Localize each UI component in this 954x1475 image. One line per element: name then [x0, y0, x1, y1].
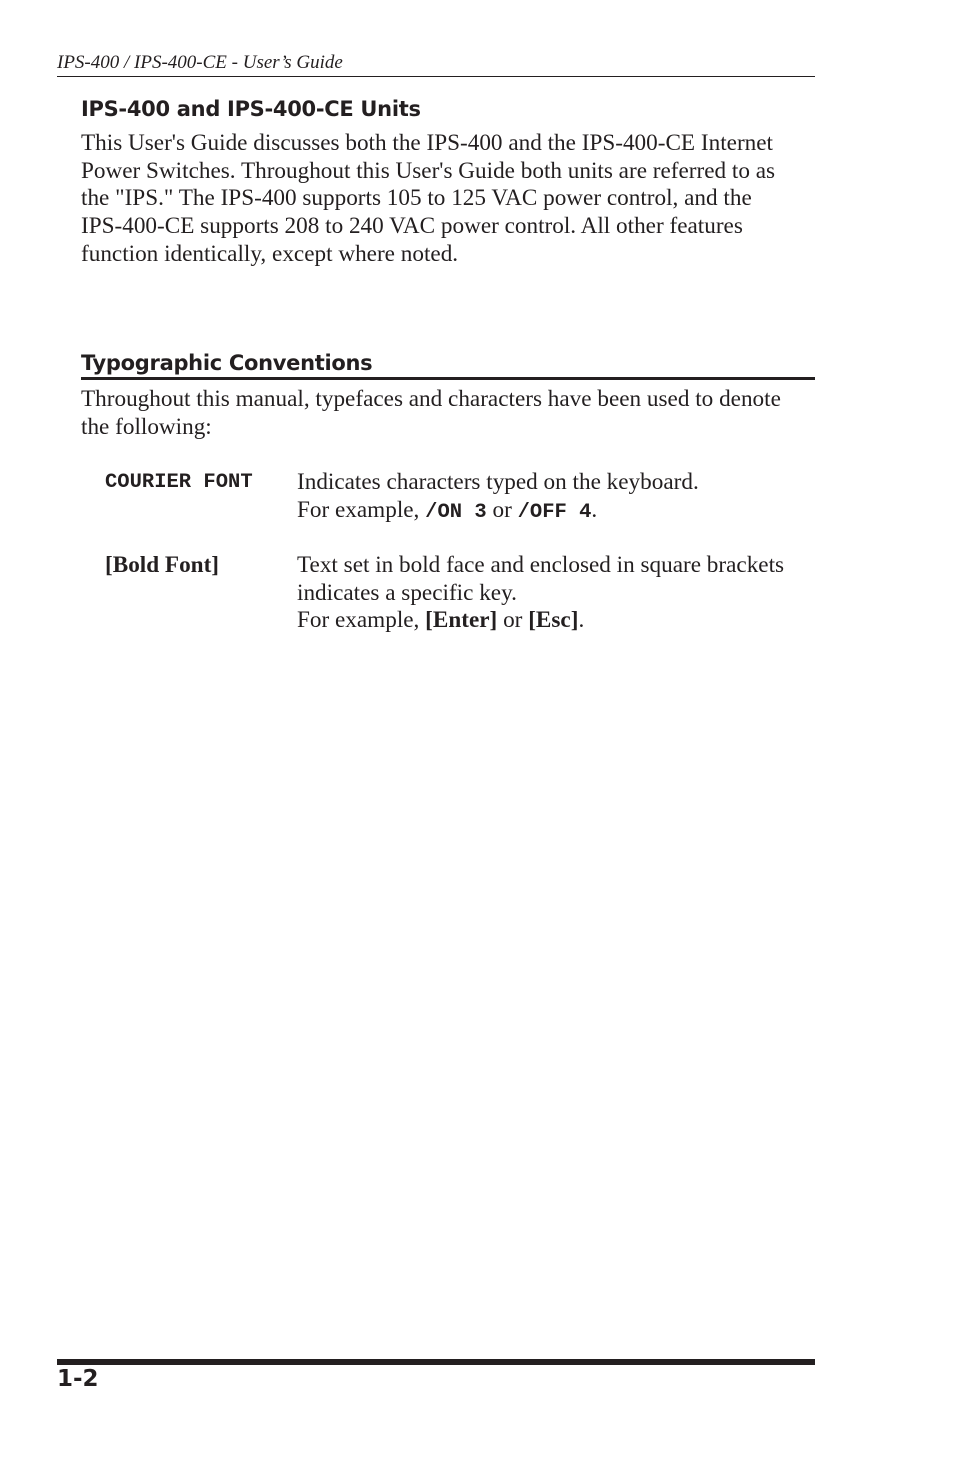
conventions-intro-line: the following: — [81, 413, 212, 440]
units-line: IPS-400-CE supports 208 to 240 VAC power control. All other features — [81, 213, 743, 240]
running-header: IPS-400 / IPS-400-CE - User’s Guide — [57, 52, 343, 73]
units-line: the "IPS." The IPS-400 supports 105 to 125 VAC power control, and the — [81, 185, 752, 212]
footer-rule — [57, 1359, 815, 1365]
bold-example-2: [Esc] — [528, 607, 579, 634]
header-rule — [57, 76, 815, 77]
bold-example-suffix: . — [578, 607, 585, 634]
units-paragraph — [81, 130, 815, 269]
units-line: function identically, except where noted. — [81, 240, 459, 267]
page-number: 1-2 — [57, 1366, 99, 1392]
courier-example-1: /ON 3 — [425, 500, 487, 524]
courier-description-line: Indicates characters typed on the keyboard. — [297, 469, 699, 495]
conventions-heading: Typographic Conventions — [81, 351, 373, 375]
courier-example-suffix: . — [591, 496, 598, 523]
courier-font-description — [297, 469, 817, 526]
conventions-intro-line: Throughout this manual, typefaces and characters have been used to denote — [81, 386, 781, 412]
bold-example-prefix: For example, — [297, 607, 426, 634]
bold-font-description — [297, 552, 817, 635]
units-heading: IPS-400 and IPS-400-CE Units — [81, 97, 421, 121]
courier-example-2: /OFF 4 — [517, 500, 592, 524]
bold-example-1: [Enter] — [425, 607, 498, 634]
conventions-heading-rule — [81, 377, 815, 380]
conventions-intro — [81, 386, 815, 441]
courier-example-line — [297, 497, 817, 527]
units-line: This User's Guide discusses both the IPS-400 and the IPS-400-CE Internet — [81, 130, 773, 156]
bold-example-line — [297, 607, 817, 635]
bold-description-line: indicates a specific key. — [297, 579, 517, 606]
courier-example-prefix: For example, — [297, 496, 426, 523]
courier-font-term: COURIER FONT — [105, 471, 253, 494]
courier-example-connector: or — [486, 496, 518, 523]
units-line: Power Switches. Throughout this User's Guide both units are referred to as — [81, 157, 776, 184]
bold-description-line: Text set in bold face and enclosed in square brackets — [297, 552, 785, 578]
bold-font-term: [Bold Font] — [105, 552, 220, 578]
bold-example-connector: or — [497, 607, 529, 634]
